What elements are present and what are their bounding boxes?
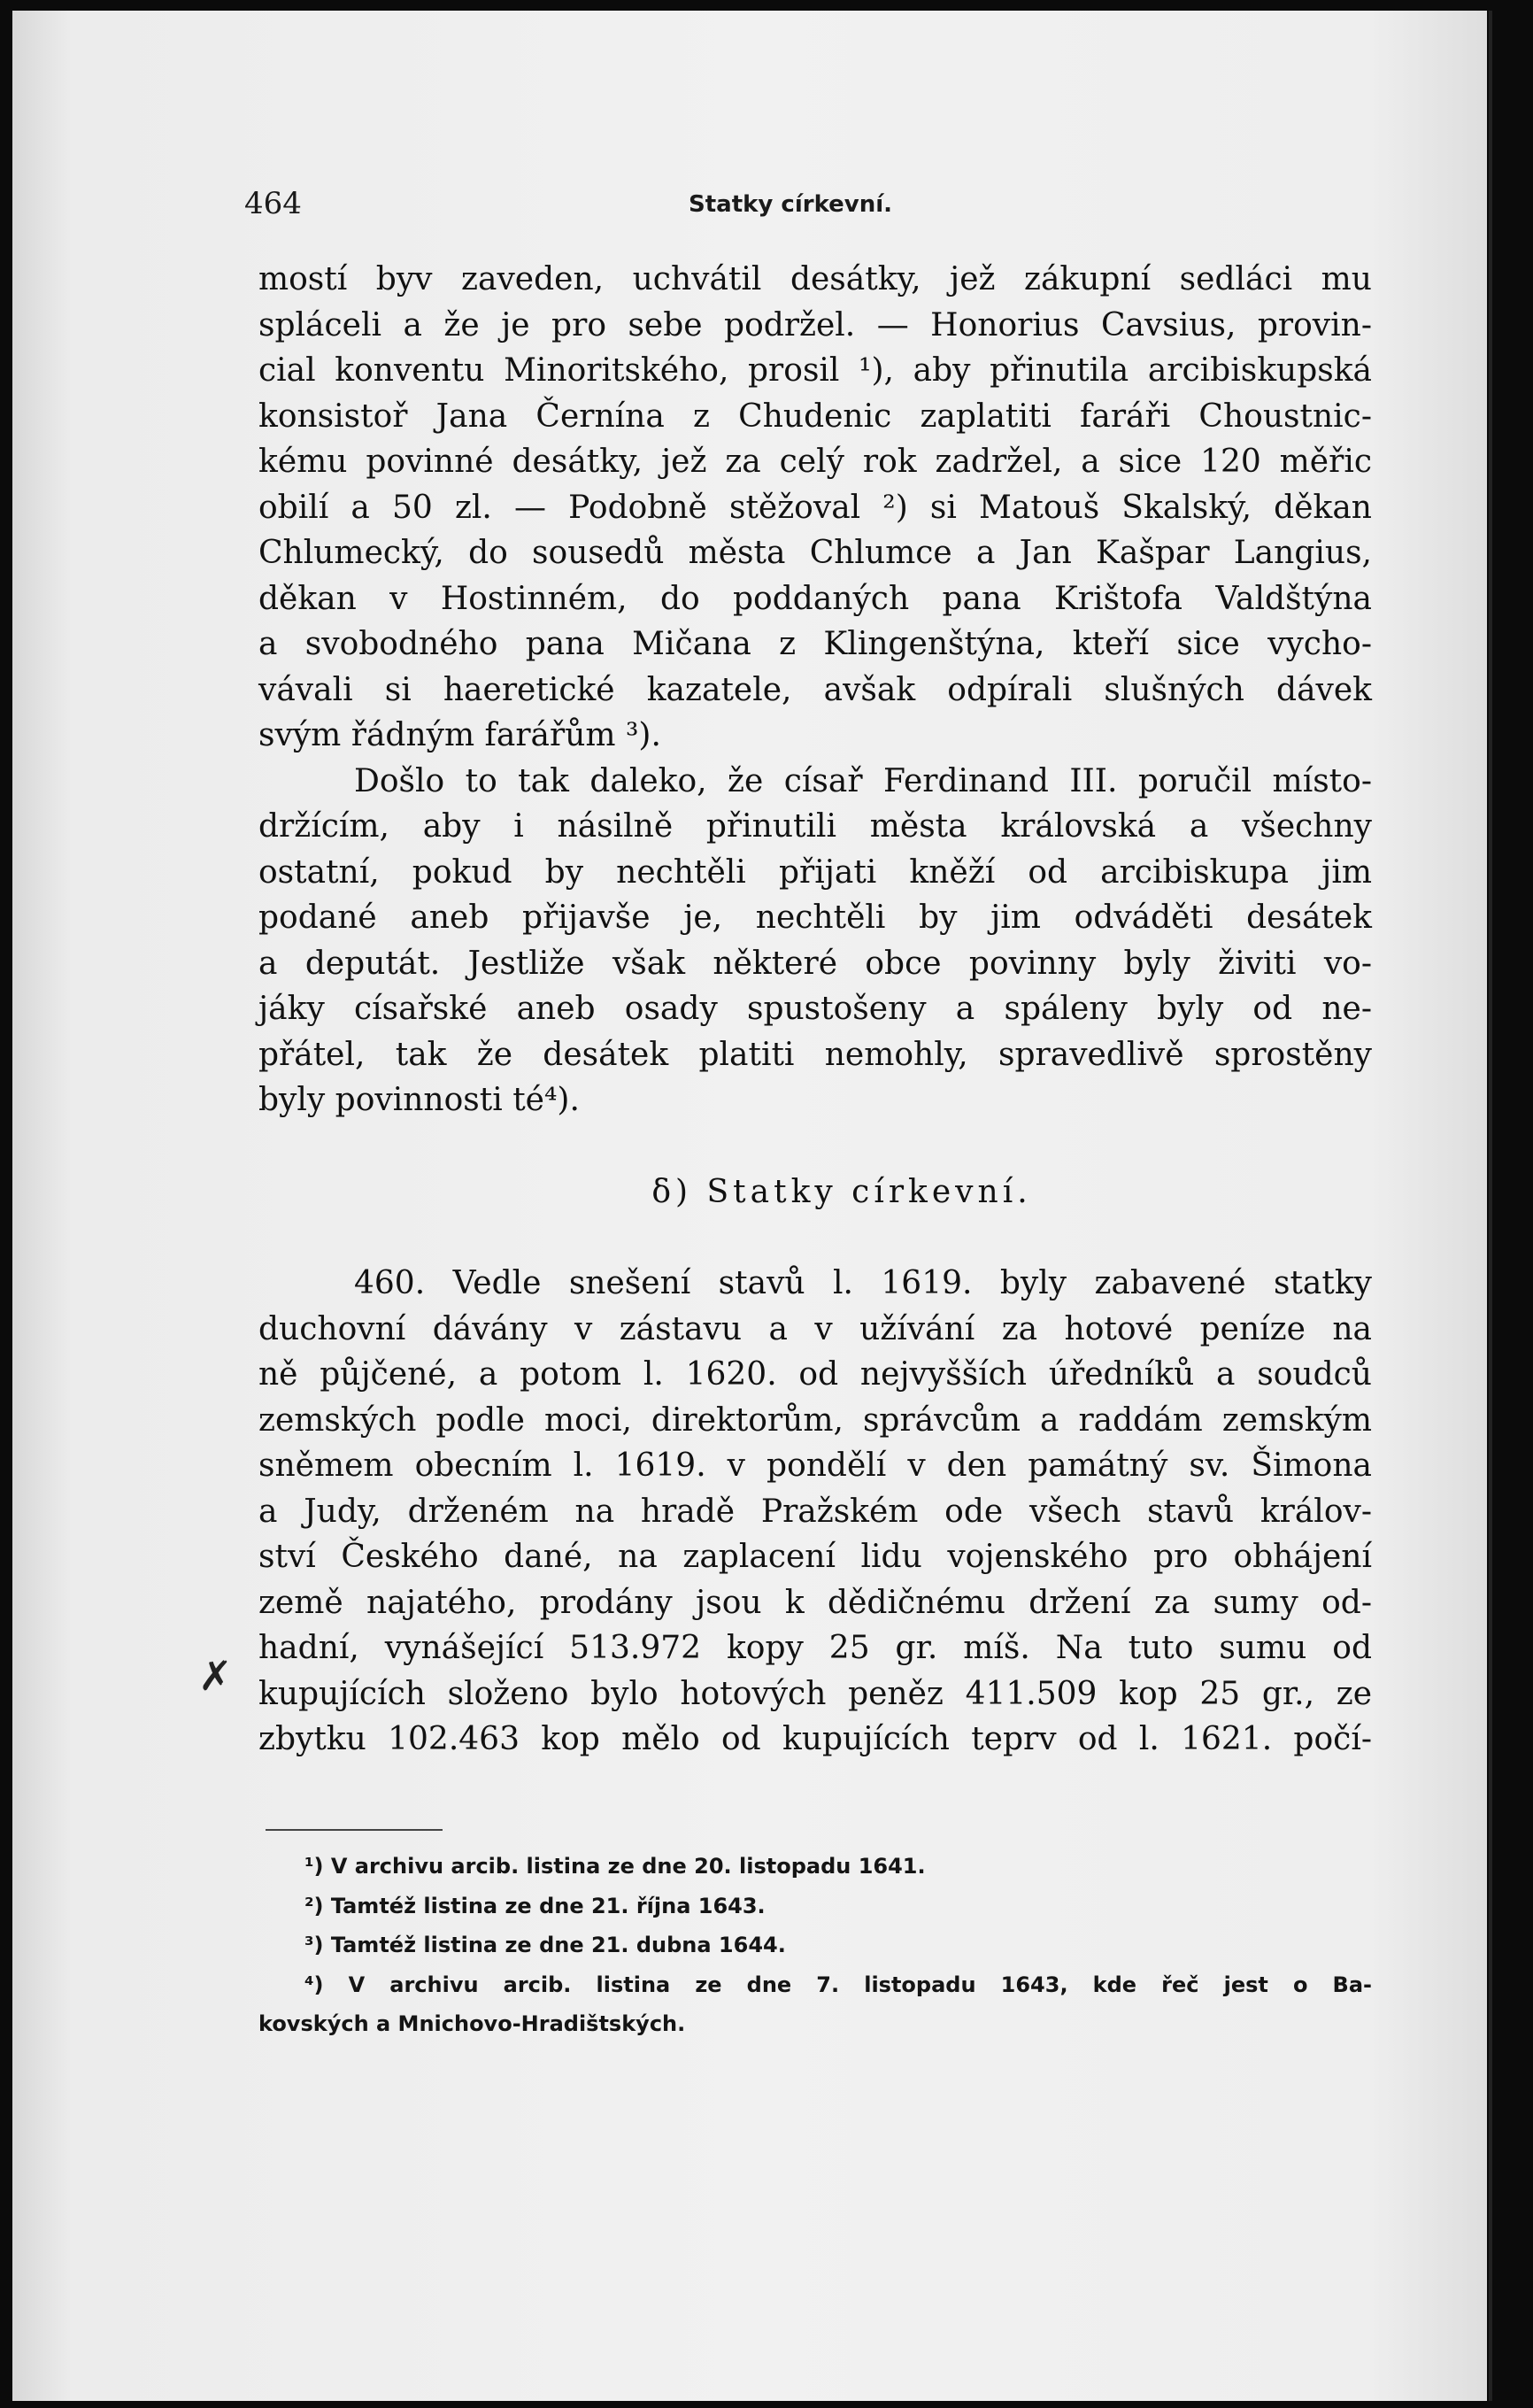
text-line: zemských podle moci, direktorům, správcům a raddám zemským [258,1401,1372,1439]
text-line: zbytku 102.463 kop mělo od kupujících teprv od l. 1621. počí- [258,1721,1372,1757]
text-line: svým řádným farářům ³). [258,717,661,753]
text-line: obilí a 50 zl. — Podobně stěžoval ²) si Matouš Skalský, děkan [258,489,1372,526]
text-line: duchovní dávány v zástavu a v užívání za hotové peníze na [258,1310,1372,1347]
text-line: děkan v Hostinném, do poddaných pana Krištofa Valdštýna [258,580,1372,617]
text-line: a Judy, drženém na hradě Pražském ode všech stavů králov- [258,1493,1372,1530]
page-header [244,186,1368,230]
text-line: konsistoř Jana Černína z Chudenic zaplatiti faráři Choustnic- [258,397,1372,435]
text-line: jáky císařské aneb osady spustošeny a spáleny byly od ne- [258,991,1372,1027]
footnote: ⁴) V archivu arcib. listina ze dne 7. listopadu 1643, kde řeč jest o Ba- [304,1972,1372,1997]
text-line: hadní, vynášející 513.972 kopy 25 gr. míš. Na tuto sumu od [258,1630,1372,1666]
text-line: vávali si haeretické kazatele, avšak odpírali slušných dávek [258,671,1372,708]
text-line: a deputát. Jestliže však některé obce povinny byly živiti vo- [258,945,1372,982]
text-line: mostí byv zaveden, uchvátil desátky, jež zákupní sedláci mu [258,261,1372,297]
text-line: ostatní, pokud by nechtěli přijati kněží od arcibiskupa jim [258,853,1372,891]
text-line: držícím, aby i násilně přinutili města královská a všechny [258,808,1372,845]
text-line: kému povinné desátky, jež za celý rok zadržel, a sice 120 měřic [258,444,1372,480]
main-text [258,257,1372,1763]
text-line: a svobodného pana Mičana z Klingenštýna, kteří sice vycho- [258,626,1372,662]
footnote-continuation: kovských a Mnichovo-Hradištských. [258,2011,686,2036]
text-line: 460. Vedle snešení stavů l. 1619. byly zabavené statky [354,1265,1372,1301]
section-heading: δ) Statky církevní. [651,1173,1032,1210]
footnotes [258,1847,1372,2044]
text-line: Došlo to tak daleko, že císař Ferdinand III. poručil místo- [354,762,1372,799]
page-number: 464 [244,186,302,221]
footnote-divider [266,1829,443,1831]
text-line: země najatého, prodány jsou k dědičnému držení za sumy od- [258,1584,1372,1621]
footnote: ³) Tamtéž listina ze dne 21. dubna 1644. [304,1933,786,1957]
text-line: podané aneb přijavše je, nechtěli by jim odváděti desátek [258,899,1372,936]
text-line: sněmem obecním l. 1619. v pondělí v den památný sv. Šimona [258,1447,1372,1484]
text-line: byly povinnosti té⁴). [258,1082,580,1118]
running-head: Statky církevní. [689,191,893,218]
text-line: kupujících složeno bylo hotových peněz 411.509 kop 25 gr., ze [258,1675,1372,1712]
footnote: ¹) V archivu arcib. listina ze dne 20. listopadu 1641. [304,1854,926,1879]
text-line: ně půjčené, a potom l. 1620. od nejvyšších úředníků a soudců [258,1356,1372,1393]
text-line: ství Českého dané, na zaplacení lidu vojenského pro obhájení [258,1539,1372,1575]
text-line: přátel, tak že desátek platiti nemohly, spravedlivě sprostěny [258,1036,1372,1073]
margin-annotation-mark: ✗ [198,1652,233,1700]
page-edge-line [1489,11,1492,2401]
text-line: cial konventu Minoritského, prosil ¹), aby přinutila arcibiskupská [258,352,1372,389]
text-line: spláceli a že je pro sebe podržel. — Honorius Cavsius, provin- [258,306,1372,343]
footnote: ²) Tamtéž listina ze dne 21. října 1643. [304,1893,766,1918]
text-line: Chlumecký, do sousedů města Chlumce a Jan Kašpar Langius, [258,535,1372,571]
